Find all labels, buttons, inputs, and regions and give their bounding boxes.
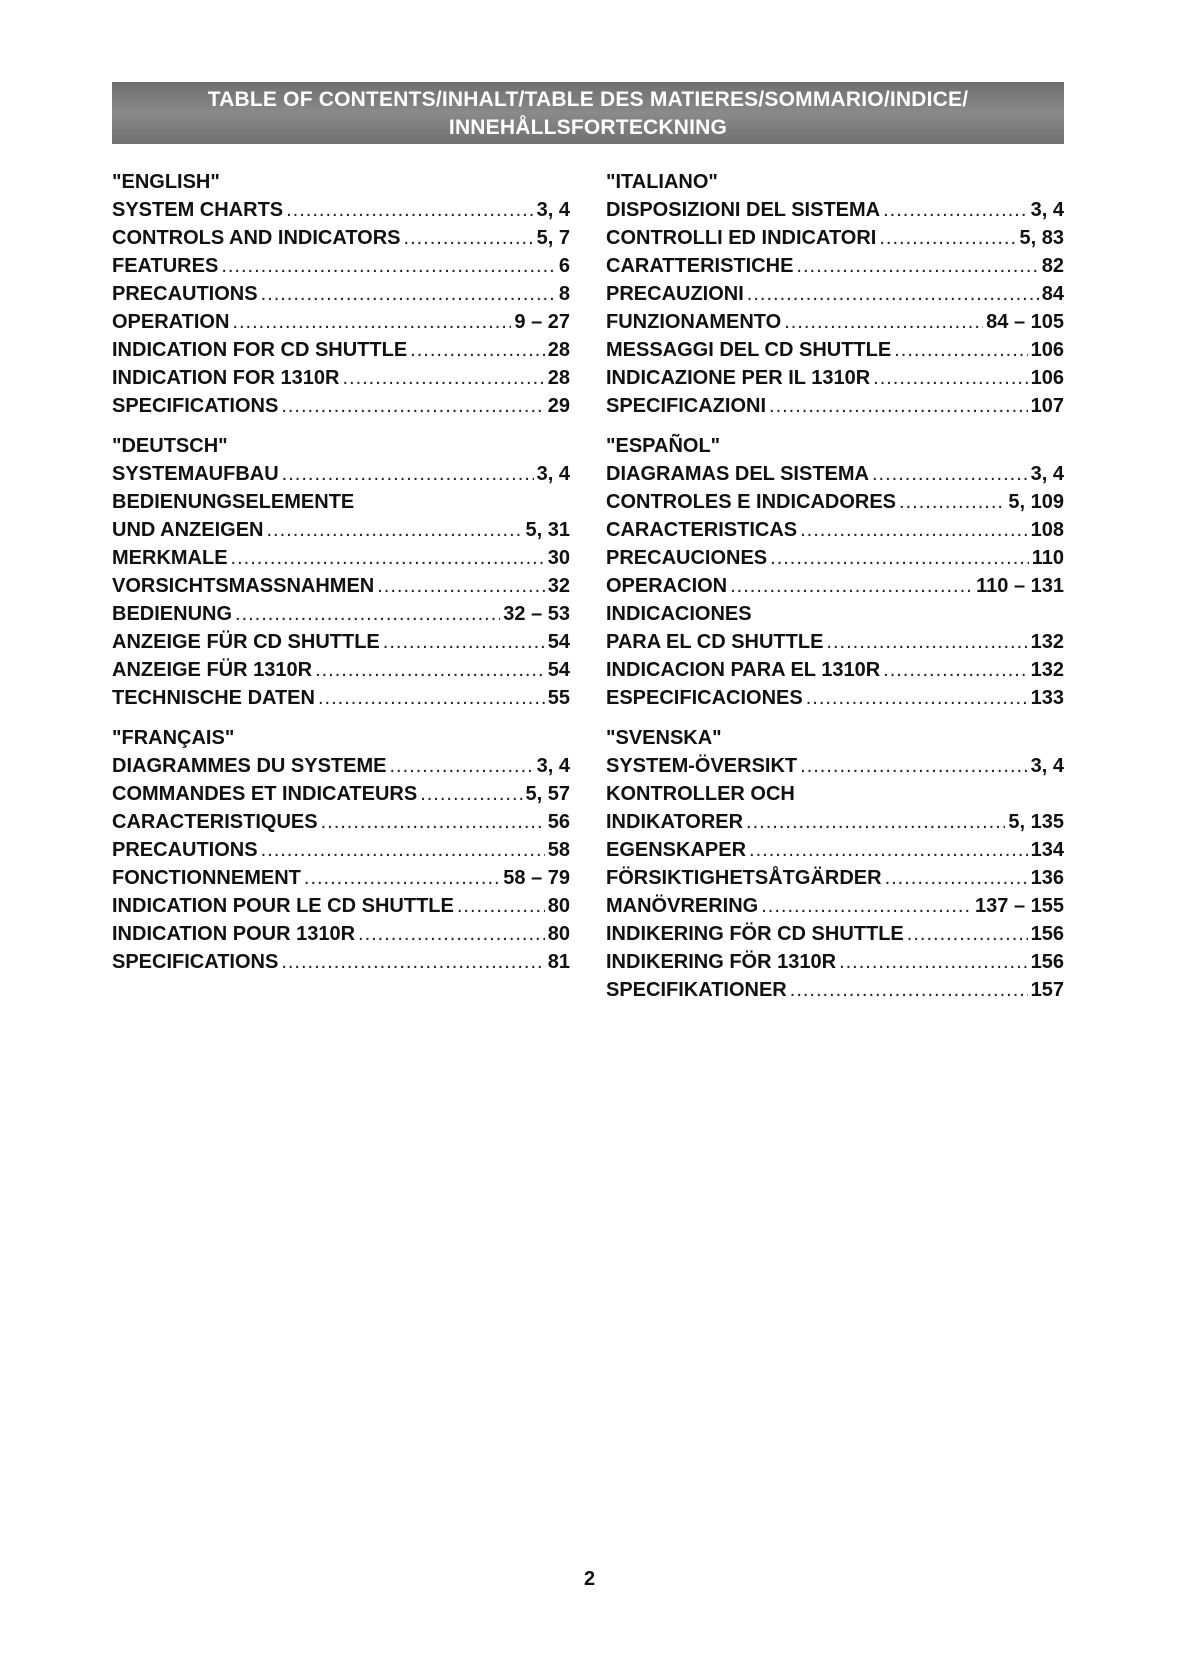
toc-entry-page: 108 (1030, 519, 1064, 541)
dot-leader (318, 684, 545, 712)
toc-entry-page: 106 (1030, 339, 1064, 361)
toc-entry-label: DIAGRAMMES DU SYSTEME (112, 755, 387, 777)
toc-entry-label: INDICATION FOR CD SHUTTLE (112, 339, 408, 361)
toc-entry-page: 3, 4 (1030, 199, 1064, 221)
toc-entry-label: SYSTEM-ÖVERSIKT (606, 755, 798, 777)
toc-entry (606, 460, 1064, 488)
toc-entry-page: 156 (1030, 951, 1064, 973)
toc-entry (606, 920, 1064, 948)
toc-entry (112, 808, 570, 836)
toc-entry (112, 752, 570, 780)
dot-leader (749, 836, 1028, 864)
toc-entry-page: 110 (1031, 547, 1064, 569)
toc-entry-page: 157 (1030, 979, 1064, 1001)
toc-entry-label: PRECAUTIONS (112, 283, 258, 305)
toc-entry (606, 364, 1064, 392)
toc-entry (606, 224, 1064, 252)
toc-entry-page: 29 (547, 395, 570, 417)
dot-leader (769, 392, 1028, 420)
toc-entry-label: UND ANZEIGEN (112, 519, 264, 541)
section-title: "DEUTSCH" (112, 435, 228, 457)
toc-entry-label: INDICATION FOR 1310R (112, 367, 340, 389)
toc-entry-label: SPECIFIKATIONER (606, 979, 787, 1001)
toc-entry-label: CARACTERISTICAS (606, 519, 798, 541)
toc-entry (112, 836, 570, 864)
toc-entry (606, 656, 1064, 684)
toc-entry-page: 5, 7 (536, 227, 570, 249)
toc-entry-page: 3, 4 (536, 199, 570, 221)
toc-entry-label: OPERACION (606, 575, 728, 597)
section-title: "ESPAÑOL" (606, 435, 721, 457)
toc-entry-page: 5, 31 (525, 519, 570, 541)
dot-leader (221, 252, 556, 280)
toc-header-line-1: TABLE OF CONTENTS/INHALT/TABLE DES MATIERES/SOMMARIO/INDICE/ (207, 88, 969, 111)
toc-entry-page: 30 (547, 547, 570, 569)
toc-entry-page: 84 – 105 (986, 311, 1064, 333)
dot-leader (457, 892, 545, 920)
toc-entry-label: DIAGRAMAS DEL SISTEMA (606, 463, 869, 485)
toc-entry-page: 80 (547, 923, 570, 945)
dot-leader (883, 656, 1027, 684)
toc-entry-page: 137 – 155 (975, 895, 1064, 917)
dot-leader (800, 752, 1028, 780)
toc-entry (112, 308, 570, 336)
section-deutsch (112, 432, 570, 712)
toc-entry (112, 684, 570, 712)
dot-leader (266, 516, 522, 544)
toc-entry-page: 9 – 27 (514, 311, 570, 333)
toc-entry (112, 892, 570, 920)
toc-entry-label: INDICATION POUR LE CD SHUTTLE (112, 895, 454, 917)
toc-entry-label: INDIKERING FÖR 1310R (606, 951, 837, 973)
dot-leader (885, 864, 1028, 892)
toc-entry (112, 460, 570, 488)
toc-entry-label: MESSAGGI DEL CD SHUTTLE (606, 339, 892, 361)
dot-leader (358, 920, 545, 948)
toc-entry (112, 600, 570, 628)
dot-leader (872, 460, 1028, 488)
toc-entry-page: 58 – 79 (503, 867, 570, 889)
toc-entry (112, 364, 570, 392)
toc-entry-page: 8 (558, 283, 570, 305)
page-number: 2 (583, 1568, 596, 1590)
toc-entry-label: MANÖVRERING (606, 895, 759, 917)
dot-leader (389, 752, 533, 780)
dot-leader (315, 656, 545, 684)
dot-leader (883, 196, 1028, 224)
toc-entry-page: 55 (547, 687, 570, 709)
dot-leader (873, 364, 1027, 392)
dot-leader (790, 976, 1028, 1004)
toc-header-line-2: INNEHÅLLSFORTECKNING (448, 116, 728, 139)
toc-entry-label-continued: INDICACIONES (606, 603, 752, 625)
section-francais (112, 724, 570, 976)
toc-entry (606, 976, 1064, 1004)
toc-entry (606, 392, 1064, 420)
toc-entry (606, 836, 1064, 864)
dot-leader (894, 336, 1027, 364)
toc-entry-label: MERKMALE (112, 547, 228, 569)
toc-entry-label: CONTROLS AND INDICATORS (112, 227, 401, 249)
toc-entry-label: FÖRSIKTIGHETSÅTGÄRDER (606, 867, 882, 889)
toc-entry (606, 196, 1064, 224)
toc-entry-label: COMMANDES ET INDICATEURS (112, 783, 418, 805)
toc-entry (606, 516, 1064, 544)
toc-entry (112, 572, 570, 600)
toc-entry-label: INDIKATORER (606, 811, 744, 833)
toc-entry-page: 28 (547, 367, 570, 389)
section-title: "ITALIANO" (606, 171, 718, 193)
toc-entry (112, 948, 570, 976)
dot-leader (231, 544, 545, 572)
toc-entry-page: 81 (547, 951, 570, 973)
section-svenska (606, 724, 1064, 1004)
toc-entry-label: FEATURES (112, 255, 219, 277)
toc-entry-label-continued: BEDIENUNGSELEMENTE (112, 491, 355, 513)
toc-entry-label: SPECIFICAZIONI (606, 395, 767, 417)
section-title: "ENGLISH" (112, 171, 220, 193)
dot-leader (342, 364, 544, 392)
toc-entry-page: 84 (1041, 283, 1064, 305)
toc-entry-label: SPECIFICATIONS (112, 395, 279, 417)
toc-entry-page: 28 (547, 339, 570, 361)
dot-leader (784, 308, 983, 336)
toc-entry-label: ANZEIGE FÜR 1310R (112, 659, 313, 681)
toc-entry-label: ESPECIFICACIONES (606, 687, 803, 709)
toc-entry-page: 54 (547, 659, 570, 681)
toc-entry-label: EGENSKAPER (606, 839, 747, 861)
toc-entry (112, 336, 570, 364)
toc-entry-label-continued: KONTROLLER OCH (606, 783, 795, 805)
toc-entry (606, 336, 1064, 364)
toc-entry-page: 80 (547, 895, 570, 917)
toc-entry-label: CONTROLES E INDICADORES (606, 491, 897, 513)
dot-leader (746, 808, 1005, 836)
toc-entry-label: INDICACION PARA EL 1310R (606, 659, 881, 681)
toc-entry-page: 82 (1041, 255, 1064, 277)
toc-entry-page: 107 (1030, 395, 1064, 417)
section-italiano (606, 168, 1064, 420)
toc-entry-label: OPERATION (112, 311, 230, 333)
toc-entry-page: 5, 57 (525, 783, 570, 805)
dot-leader (282, 460, 534, 488)
toc-entry-label: INDIKERING FÖR CD SHUTTLE (606, 923, 904, 945)
toc-entry-label: CONTROLLI ED INDICATORI (606, 227, 877, 249)
toc-entry (112, 516, 570, 544)
toc-entry-label: VORSICHTSMASSNAHMEN (112, 575, 375, 597)
toc-entry-page: 3, 4 (536, 755, 570, 777)
dot-leader (770, 544, 1029, 572)
toc-entry-label: SYSTEMAUFBAU (112, 463, 279, 485)
toc-entry (606, 752, 1064, 780)
dot-leader (761, 892, 972, 920)
toc-entry-label: PRECAUTIONS (112, 839, 258, 861)
dot-leader (879, 224, 1016, 252)
dot-leader (907, 920, 1028, 948)
toc-entry-label: CARACTERISTIQUES (112, 811, 318, 833)
toc-entry (606, 544, 1064, 572)
toc-entry (112, 196, 570, 224)
dot-leader (321, 808, 545, 836)
toc-entry (112, 864, 570, 892)
toc-entry (112, 224, 570, 252)
dot-leader (281, 392, 544, 420)
dot-leader (806, 684, 1028, 712)
dot-leader (261, 280, 556, 308)
toc-entry-page: 132 (1030, 659, 1064, 681)
toc-entry-page: 3, 4 (1030, 755, 1064, 777)
toc-entry-page: 5, 135 (1008, 811, 1064, 833)
toc-entry (606, 308, 1064, 336)
toc-entry-label: ANZEIGE FÜR CD SHUTTLE (112, 631, 380, 653)
toc-entry-page: 133 (1030, 687, 1064, 709)
toc-entry-label: FUNZIONAMENTO (606, 311, 782, 333)
toc-entry (606, 864, 1064, 892)
toc-entry (606, 892, 1064, 920)
toc-entry-page: 32 – 53 (503, 603, 570, 625)
dot-leader (899, 488, 1005, 516)
toc-entry-page: 106 (1030, 367, 1064, 389)
toc-entry (606, 280, 1064, 308)
toc-entry-label: FONCTIONNEMENT (112, 867, 301, 889)
toc-entry-label: BEDIENUNG (112, 603, 233, 625)
toc-entry-page: 110 – 131 (976, 575, 1064, 597)
toc-entry-page: 134 (1030, 839, 1064, 861)
dot-leader (826, 628, 1027, 656)
toc-entry-page: 56 (547, 811, 570, 833)
toc-entry-label: INDICATION POUR 1310R (112, 923, 356, 945)
toc-entry (112, 656, 570, 684)
dot-leader (235, 600, 500, 628)
dot-leader (304, 864, 500, 892)
dot-leader (839, 948, 1028, 976)
toc-entry-page: 3, 4 (536, 463, 570, 485)
dot-leader (410, 336, 545, 364)
toc-entry-label: SYSTEM CHARTS (112, 199, 284, 221)
dot-leader (730, 572, 973, 600)
dot-leader (377, 572, 545, 600)
toc-entry (606, 252, 1064, 280)
dot-leader (420, 780, 522, 808)
toc-entry (606, 948, 1064, 976)
toc-entry (606, 684, 1064, 712)
toc-entry (606, 808, 1064, 836)
toc-entry (112, 544, 570, 572)
toc-entry-page: 132 (1030, 631, 1064, 653)
toc-entry-label: INDICAZIONE PER IL 1310R (606, 367, 871, 389)
toc-entry-page: 136 (1030, 867, 1064, 889)
toc-entry (606, 488, 1064, 516)
toc-entry (112, 252, 570, 280)
toc-entry (112, 392, 570, 420)
toc-entry-label: CARATTERISTICHE (606, 255, 794, 277)
toc-entry-label: SPECIFICATIONS (112, 951, 279, 973)
dot-leader (800, 516, 1028, 544)
section-espanol (606, 432, 1064, 712)
toc-entry-label: DISPOSIZIONI DEL SISTEMA (606, 199, 881, 221)
section-title: "SVENSKA" (606, 727, 722, 749)
toc-entry-page: 54 (547, 631, 570, 653)
dot-leader (261, 836, 545, 864)
toc-entry-label: PRECAUZIONI (606, 283, 744, 305)
toc-entry (112, 280, 570, 308)
toc-entry (112, 628, 570, 656)
toc-entry-label: TECHNISCHE DATEN (112, 687, 315, 709)
dot-leader (404, 224, 534, 252)
toc-entry-page: 58 (547, 839, 570, 861)
dot-leader (796, 252, 1038, 280)
dot-leader (232, 308, 511, 336)
dot-leader (747, 280, 1039, 308)
toc-entry-page: 5, 109 (1008, 491, 1064, 513)
toc-entry-label: PRECAUCIONES (606, 547, 768, 569)
toc-header-banner (112, 82, 1064, 144)
section-title: "FRANÇAIS" (112, 727, 235, 749)
toc-entry (112, 780, 570, 808)
toc-entry-page: 6 (558, 255, 570, 277)
dot-leader (383, 628, 545, 656)
section-english (112, 168, 570, 420)
toc-entry (606, 628, 1064, 656)
toc-entry-label: PARA EL CD SHUTTLE (606, 631, 824, 653)
toc-entry (112, 920, 570, 948)
toc-entry-page: 5, 83 (1019, 227, 1064, 249)
dot-leader (281, 948, 544, 976)
toc-entry (606, 572, 1064, 600)
dot-leader (286, 196, 534, 224)
toc-entry-page: 3, 4 (1030, 463, 1064, 485)
toc-entry-page: 32 (547, 575, 570, 597)
toc-entry-page: 156 (1030, 923, 1064, 945)
